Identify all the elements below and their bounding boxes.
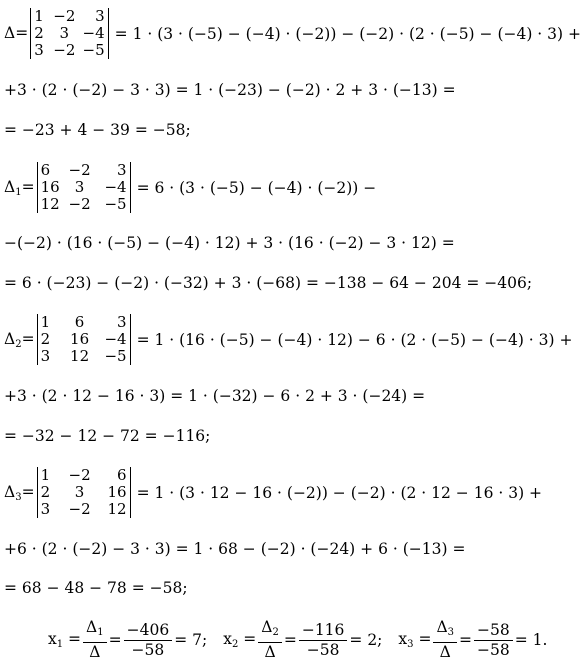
solution-x1-numeric-fraction: $\frac{-406}{-58}$ bbox=[124, 621, 173, 660]
matrix-cell: 3 bbox=[117, 161, 127, 179]
matrix-cell: −2 bbox=[68, 466, 91, 484]
matrix-cell: −2 bbox=[68, 161, 91, 179]
det-delta1-line2: −(−2) · (16 · (−5) − (−4) · 12) + 3 · (16 · (−2) − 3 · 12) = bbox=[4, 234, 455, 252]
det-delta-label: Δ= bbox=[4, 23, 29, 42]
det-delta2-row bbox=[4, 314, 572, 365]
matrix-cell: −2 bbox=[68, 195, 91, 213]
det-delta-line3: = −23 + 4 − 39 = −58; bbox=[4, 121, 191, 139]
solution-x1-symbolic-fraction: $\frac{\Delta_1}{\Delta}$ bbox=[83, 618, 107, 662]
matrix-cell: 16 bbox=[70, 330, 90, 348]
det-delta2-line2: +3 · (2 · 12 − 16 · 3) = 1 · (−32) − 6 · 2 + 3 · (−24) = bbox=[4, 387, 426, 405]
det-delta2-expansion: = 1 · (16 · (−5) − (−4) · 12) − 6 · (2 · (−5) − (−4) · 3) + bbox=[136, 330, 573, 349]
matrix-cell: 12 bbox=[107, 500, 127, 518]
det-delta2-line3: = −32 − 12 − 72 = −116; bbox=[4, 427, 211, 445]
matrix-cell: 16 bbox=[40, 178, 60, 196]
matrix-cell: 12 bbox=[40, 195, 60, 213]
solution-x3-var: $x_3$ = bbox=[398, 630, 432, 650]
matrix-cell: −4 bbox=[82, 24, 105, 42]
matrix-cell: 3 bbox=[34, 41, 44, 59]
solutions-row: $x_1$ = $\frac{\Delta_1}{\Delta}$ = $\frac{-406}{-58}$ = 7; $x_2$ = $\frac{\Delta_2}{\Delta}$ = $\frac{-116}{-58}$ = 2; $x_3$ = $\frac{\Delta_3}{\Delta}$ = $\frac{-58}{-58}$ = 1. bbox=[48, 618, 548, 661]
det-delta-matrix bbox=[30, 8, 108, 59]
matrix-cell: 2 bbox=[40, 330, 51, 348]
matrix-cell: 6 bbox=[40, 161, 51, 179]
det-delta2-matrix bbox=[37, 314, 131, 365]
matrix-cell: −5 bbox=[104, 195, 127, 213]
matrix-cell: −5 bbox=[104, 347, 127, 365]
matrix-cell: 2 bbox=[40, 483, 51, 501]
solution-x3-numeric-fraction: $\frac{-58}{-58}$ bbox=[474, 621, 513, 660]
matrix-cell: 3 bbox=[117, 313, 127, 331]
matrix-cell: 3 bbox=[74, 483, 85, 501]
det-delta3-row bbox=[4, 467, 542, 518]
matrix-cell: 3 bbox=[95, 7, 105, 25]
solution-x1-var: $x_1$ = bbox=[48, 630, 82, 650]
matrix-cell: 3 bbox=[40, 347, 51, 365]
det-delta1-row bbox=[4, 162, 376, 213]
matrix-cell: 2 bbox=[34, 24, 44, 42]
solution-x3-result: = 1. bbox=[514, 631, 548, 649]
det-delta3-label: $\Delta_3=$ bbox=[4, 482, 35, 503]
solution-x1-result: = 7; bbox=[174, 631, 208, 649]
matrix-cell: 3 bbox=[40, 500, 51, 518]
matrix-cell: 1 bbox=[40, 313, 51, 331]
matrix-cell: −4 bbox=[104, 330, 127, 348]
det-delta-expansion: = 1 · (3 · (−5) − (−4) · (−2)) − (−2) · (2 · (−5) − (−4) · 3) + bbox=[114, 24, 581, 43]
matrix-cell: 1 bbox=[34, 7, 44, 25]
det-delta1-matrix bbox=[37, 162, 131, 213]
det-delta3-line3: = 68 − 48 − 78 = −58; bbox=[4, 579, 188, 597]
matrix-cell: 12 bbox=[70, 347, 90, 365]
det-delta3-line2: +6 · (2 · (−2) − 3 · 3) = 1 · 68 − (−2) · (−24) + 6 · (−13) = bbox=[4, 540, 466, 558]
matrix-cell: −2 bbox=[53, 7, 76, 25]
matrix-cell: −2 bbox=[53, 41, 76, 59]
matrix-cell: 1 bbox=[40, 466, 51, 484]
solution-x2-var: $x_2$ = bbox=[223, 630, 257, 650]
matrix-cell: 16 bbox=[107, 483, 127, 501]
solution-x2-numeric-fraction: $\frac{-116}{-58}$ bbox=[299, 621, 348, 660]
solution-x2-symbolic-fraction: $\frac{\Delta_2}{\Delta}$ bbox=[258, 618, 282, 662]
matrix-cell: 3 bbox=[59, 24, 70, 42]
matrix-cell: 6 bbox=[117, 466, 127, 484]
matrix-cell: 3 bbox=[74, 178, 85, 196]
matrix-cell: −5 bbox=[82, 41, 105, 59]
det-delta3-expansion: = 1 · (3 · 12 − 16 · (−2)) − (−2) · (2 · 12 − 16 · 3) + bbox=[136, 483, 543, 502]
matrix-cell: −2 bbox=[68, 500, 91, 518]
det-delta3-matrix bbox=[37, 467, 131, 518]
det-delta1-expansion: = 6 · (3 · (−5) − (−4) · (−2)) − bbox=[136, 178, 377, 197]
det-delta1-line3: = 6 · (−23) − (−2) · (−32) + 3 · (−68) = −138 − 64 − 204 = −406; bbox=[4, 274, 533, 292]
solution-x3-symbolic-fraction: $\frac{\Delta_3}{\Delta}$ bbox=[433, 618, 457, 662]
matrix-cell: 6 bbox=[74, 313, 85, 331]
det-delta1-label: $\Delta_1=$ bbox=[4, 177, 35, 198]
matrix-cell: −4 bbox=[104, 178, 127, 196]
solution-x2-result: = 2; bbox=[349, 631, 383, 649]
det-delta-row bbox=[4, 8, 581, 59]
det-delta2-label: $\Delta_2=$ bbox=[4, 329, 35, 350]
det-delta-line2: +3 · (2 · (−2) − 3 · 3) = 1 · (−23) − (−2) · 2 + 3 · (−13) = bbox=[4, 81, 456, 99]
